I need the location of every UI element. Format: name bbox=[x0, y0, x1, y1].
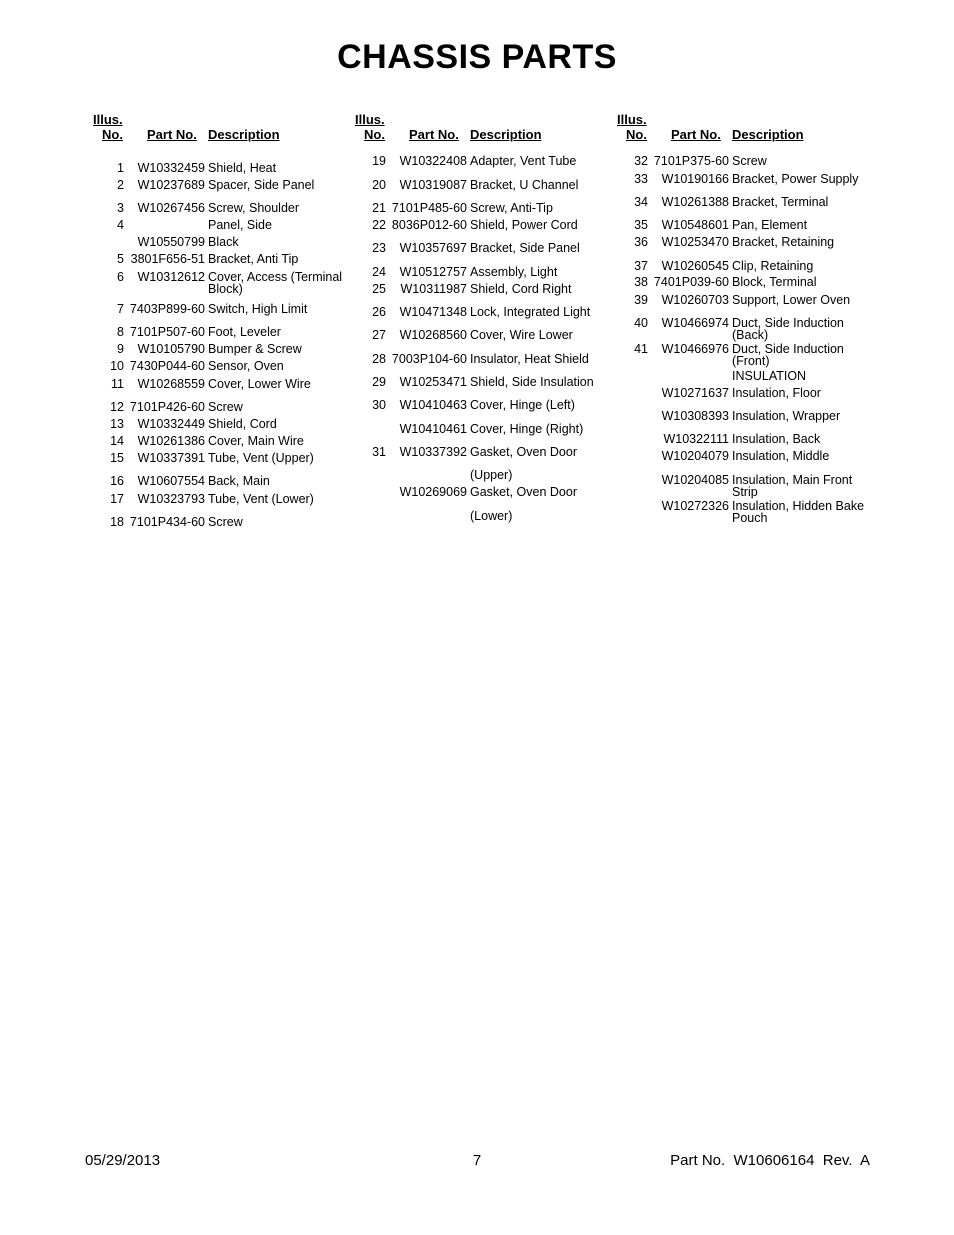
part-number: W10357697 bbox=[399, 241, 467, 255]
header-part-no: Part No. bbox=[409, 127, 459, 142]
part-number: 7101P485-60 bbox=[391, 201, 467, 215]
part-number: W10512757 bbox=[399, 265, 467, 279]
illus-number: 30 bbox=[372, 398, 386, 412]
part-description: Bracket, Terminal bbox=[732, 195, 829, 209]
part-description: Cover, Hinge (Right) bbox=[470, 422, 584, 436]
illus-number: 22 bbox=[372, 218, 386, 232]
part-number: W10337391 bbox=[137, 451, 205, 465]
part-description: Lock, Integrated Light bbox=[470, 305, 591, 319]
part-number: W10337392 bbox=[399, 445, 467, 459]
header-illus: Illus. bbox=[617, 112, 647, 127]
part-description: Assembly, Light bbox=[470, 265, 558, 279]
part-description: Pan, Element bbox=[732, 218, 808, 232]
part-description: Duct, Side Induction (Back) bbox=[732, 316, 844, 342]
illus-number: 4 bbox=[117, 218, 124, 232]
part-description: Cover, Access (Terminal Block) bbox=[208, 270, 343, 296]
header-no: No. bbox=[364, 127, 385, 142]
part-number: W10237689 bbox=[137, 178, 205, 192]
page-title: CHASSIS PARTS bbox=[337, 38, 617, 76]
part-description: Back, Main bbox=[208, 474, 270, 488]
illus-number: 13 bbox=[110, 417, 124, 431]
part-number: 7430P044-60 bbox=[129, 359, 205, 373]
part-number: W10322111 bbox=[663, 432, 729, 446]
part-number: 3801F656-51 bbox=[130, 252, 205, 266]
part-number: W10607554 bbox=[137, 474, 205, 488]
illus-number: 7 bbox=[117, 302, 124, 316]
part-number: 7403P899-60 bbox=[129, 302, 205, 316]
part-description: Tube, Vent (Upper) bbox=[208, 451, 314, 465]
part-description: Insulation, Back bbox=[732, 432, 821, 446]
illus-number: 28 bbox=[372, 352, 386, 366]
part-description: Clip, Retaining bbox=[732, 259, 814, 273]
column-header bbox=[93, 110, 363, 146]
part-number: W10253470 bbox=[661, 235, 729, 249]
part-number: W10204079 bbox=[661, 449, 729, 463]
part-description: Bracket, Anti Tip bbox=[208, 252, 299, 266]
header-description: Description bbox=[208, 127, 280, 142]
part-number: 7401P039-60 bbox=[653, 275, 729, 289]
part-description: Gasket, Oven Door bbox=[470, 445, 577, 459]
part-number: W10260545 bbox=[661, 259, 729, 273]
part-description: Shield, Heat bbox=[208, 161, 277, 175]
illus-number: 16 bbox=[110, 474, 124, 488]
part-description: Screw bbox=[208, 515, 243, 529]
illus-number: 41 bbox=[634, 342, 648, 356]
part-description: Duct, Side Induction (Front) bbox=[732, 342, 844, 368]
illus-number: 39 bbox=[634, 293, 648, 307]
part-description: Insulation, Floor bbox=[732, 386, 821, 400]
illus-number: 2 bbox=[117, 178, 124, 192]
header-illus: Illus. bbox=[93, 112, 123, 127]
part-description: Insulation, Wrapper bbox=[732, 409, 841, 423]
part-description: Cover, Hinge (Left) bbox=[470, 398, 575, 412]
part-number: W10268559 bbox=[137, 377, 205, 391]
part-number: W10204085 bbox=[661, 473, 729, 487]
illus-number: 24 bbox=[372, 265, 386, 279]
footer-date: 05/29/2013 bbox=[85, 1152, 161, 1169]
illus-number: 26 bbox=[372, 305, 386, 319]
part-number: 7101P507-60 bbox=[129, 325, 205, 339]
part-number: W10271637 bbox=[661, 386, 729, 400]
part-description: Screw bbox=[208, 400, 243, 414]
illus-number: 36 bbox=[634, 235, 648, 249]
illus-number: 27 bbox=[372, 328, 386, 342]
part-number: W10332449 bbox=[137, 417, 205, 431]
part-number: 7101P434-60 bbox=[129, 515, 205, 529]
part-description: (Lower) bbox=[470, 509, 513, 523]
footer-page-number: 7 bbox=[472, 1152, 482, 1169]
header-no: No. bbox=[626, 127, 647, 142]
illus-number: 37 bbox=[634, 259, 648, 273]
part-number: W10267456 bbox=[137, 201, 205, 215]
part-number: W10261386 bbox=[137, 434, 205, 448]
part-description: Screw bbox=[732, 154, 767, 168]
part-number: 7003P104-60 bbox=[391, 352, 467, 366]
part-number: W10253471 bbox=[399, 375, 467, 389]
header-part-no: Part No. bbox=[147, 127, 197, 142]
illus-number: 1 bbox=[117, 161, 124, 175]
header-description: Description bbox=[732, 127, 804, 142]
part-description: (Upper) bbox=[470, 468, 513, 482]
part-description: Bracket, Side Panel bbox=[470, 241, 580, 255]
part-description: Shield, Side Insulation bbox=[470, 375, 594, 389]
part-description: Bracket, U Channel bbox=[470, 178, 579, 192]
header-description: Description bbox=[470, 127, 542, 142]
part-number: W10261388 bbox=[661, 195, 729, 209]
part-description: Screw, Shoulder bbox=[208, 201, 300, 215]
parts-column-3 bbox=[617, 110, 887, 525]
part-number: 8036P012-60 bbox=[391, 218, 467, 232]
part-description: Cover, Wire Lower bbox=[470, 328, 573, 342]
illus-number: 20 bbox=[372, 178, 386, 192]
part-description: Shield, Cord bbox=[208, 417, 277, 431]
part-description: Adapter, Vent Tube bbox=[470, 154, 577, 168]
illus-number: 15 bbox=[110, 451, 124, 465]
part-description: Cover, Lower Wire bbox=[208, 377, 311, 391]
part-description: Insulation, Main Front Strip bbox=[732, 473, 853, 499]
part-number: W10269069 bbox=[399, 485, 467, 499]
part-number: W10272326 bbox=[661, 499, 729, 513]
header-no: No. bbox=[102, 127, 123, 142]
illus-number: 6 bbox=[117, 270, 124, 284]
illus-number: 40 bbox=[634, 316, 648, 330]
part-number: W10312612 bbox=[137, 270, 205, 284]
part-description: Screw, Anti-Tip bbox=[470, 201, 553, 215]
illus-number: 21 bbox=[372, 201, 386, 215]
illus-number: 8 bbox=[117, 325, 124, 339]
illus-number: 29 bbox=[372, 375, 386, 389]
illus-number: 5 bbox=[117, 252, 124, 266]
illus-number: 25 bbox=[372, 282, 386, 296]
part-description: Insulation, Middle bbox=[732, 449, 830, 463]
header-part-no: Part No. bbox=[671, 127, 721, 142]
part-number: W10471348 bbox=[399, 305, 467, 319]
parts-column-2 bbox=[355, 110, 625, 523]
column-header bbox=[355, 110, 625, 146]
illus-number: 11 bbox=[111, 377, 124, 391]
part-description: Foot, Leveler bbox=[208, 325, 281, 339]
part-description: Shield, Power Cord bbox=[470, 218, 578, 232]
illus-number: 12 bbox=[110, 400, 124, 414]
part-number: W10105790 bbox=[137, 342, 205, 356]
part-number: W10190166 bbox=[661, 172, 729, 186]
illus-number: 23 bbox=[372, 241, 386, 255]
part-description: Bracket, Retaining bbox=[732, 235, 835, 249]
part-number: 7101P426-60 bbox=[129, 400, 205, 414]
part-number: W10410463 bbox=[399, 398, 467, 412]
column-header bbox=[617, 110, 887, 146]
part-description: Block, Terminal bbox=[732, 275, 817, 289]
part-description: Switch, High Limit bbox=[208, 302, 308, 316]
illus-number: 17 bbox=[110, 492, 124, 506]
part-description: Spacer, Side Panel bbox=[208, 178, 315, 192]
illus-number: 9 bbox=[117, 342, 124, 356]
part-description: Sensor, Oven bbox=[208, 359, 284, 373]
illus-number: 35 bbox=[634, 218, 648, 232]
part-number: W10319087 bbox=[399, 178, 467, 192]
illus-number: 18 bbox=[110, 515, 124, 529]
part-number: W10466976 bbox=[661, 342, 729, 356]
illus-number: 38 bbox=[634, 275, 648, 289]
illus-number: 3 bbox=[117, 201, 124, 215]
part-description: Insulator, Heat Shield bbox=[470, 352, 589, 366]
illus-number: 33 bbox=[634, 172, 648, 186]
part-number: W10550799 bbox=[137, 235, 205, 249]
part-description: INSULATION bbox=[732, 369, 807, 383]
illus-number: 14 bbox=[110, 434, 124, 448]
part-number: W10311987 bbox=[400, 282, 467, 296]
part-description: Bracket, Power Supply bbox=[732, 172, 859, 186]
part-number: W10260703 bbox=[661, 293, 729, 307]
part-number: W10323793 bbox=[137, 492, 205, 506]
part-number: W10548601 bbox=[661, 218, 729, 232]
illus-number: 19 bbox=[372, 154, 386, 168]
part-number: W10268560 bbox=[399, 328, 467, 342]
illus-number: 31 bbox=[372, 445, 386, 459]
illus-number: 34 bbox=[634, 195, 648, 209]
part-description: Tube, Vent (Lower) bbox=[208, 492, 314, 506]
part-description: Insulation, Hidden Bake Pouch bbox=[732, 499, 865, 525]
footer-part-number: Part No. W10606164 Rev. A bbox=[670, 1152, 870, 1169]
part-number: W10466974 bbox=[661, 316, 729, 330]
header-illus: Illus. bbox=[355, 112, 385, 127]
part-number: W10332459 bbox=[137, 161, 205, 175]
part-description: Black bbox=[208, 235, 239, 249]
part-description: Gasket, Oven Door bbox=[470, 485, 577, 499]
part-description: Panel, Side bbox=[208, 218, 272, 232]
part-description: Cover, Main Wire bbox=[208, 434, 304, 448]
part-number: W10410461 bbox=[399, 422, 467, 436]
part-description: Support, Lower Oven bbox=[732, 293, 851, 307]
part-number: W10308393 bbox=[661, 409, 729, 423]
part-description: Bumper & Screw bbox=[208, 342, 302, 356]
part-number: W10322408 bbox=[399, 154, 467, 168]
illus-number: 32 bbox=[634, 154, 648, 168]
part-number: 7101P375-60 bbox=[653, 154, 729, 168]
parts-column-1 bbox=[93, 110, 363, 529]
part-description: Shield, Cord Right bbox=[470, 282, 572, 296]
illus-number: 10 bbox=[110, 359, 124, 373]
